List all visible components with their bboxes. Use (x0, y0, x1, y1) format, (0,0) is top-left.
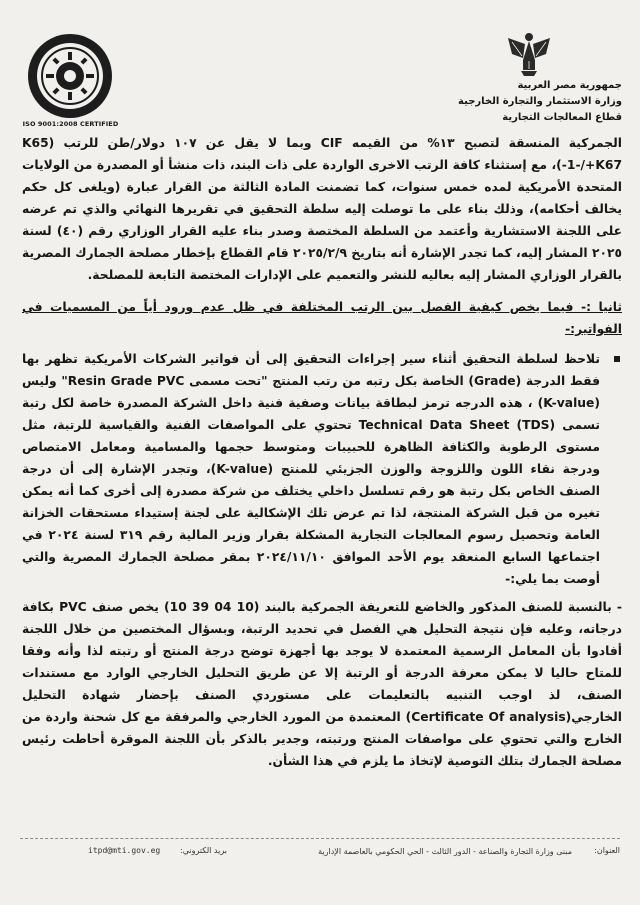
footer-divider (20, 838, 620, 839)
sector-name: قطاع المعالجات التجارية (502, 112, 622, 123)
bullet-text: تلاحظ لسلطة التحقيق أثناء سير إجراءات التحقيق إلى أن فواتير الشركات الأمريكية تظهر بها فقط الدرجة (Grade) الخاصة بكل رتبه من رتب المنتج "تحت مسمى Resin Grade PVC" وليس (K-value) ، هذه الدرجه ترمز لبطاقة بيانات وصفية فنية داخل الشركة المصدرة خاصة لكل رتبة تسمى Technical Data Sheet (TDS) تحتوي على المواصفات الفنية والقياسية للرتبة، مثل مستوى الرطوبة والكثافة الظاهرة للحبيبات ومتوسط حجمها والمسامية ومعامل الامتصاص ودرجة نقاء اللون واللزوجة والوزن الجزيئي للمنتج (K-value)، وتجدر الإشارة إلى أن درجة الصنف الخاص بكل رتبة هو رقم تسلسل داخلي يختلف من شركة مصدرة إلى أخرى كما أنه يمكن تغيره من قبل الشركة المنتجة، لذا تم عرض تلك الإشكالية على لجنة إستيداء مستحقات الخزانة العامة وتحصيل رسوم المعالجات التجارية المشكلة بقرار وزير المالية رقم ٣١٩ لسنة ٢٠٢٤ في اجتماعها السابع المنعقد يوم الأحد الموافق ٢٠٢٤/١١/١٠ بمقر مصلحة الجمارك المصرية والتي أوصت بما يلي:- (22, 352, 601, 586)
iso-seal-logo (26, 32, 114, 120)
bullet-marker (614, 356, 620, 362)
document-body (22, 132, 622, 772)
address-text: مبنى وزارة التجارة والصناعة - الدور الثالث - الحي الحكومي بالعاصمة الإدارية (318, 847, 572, 856)
ministry-name: وزارة الاستثمار والتجارة الخارجية (458, 96, 622, 107)
email-label: بريد الكتروني: (180, 846, 227, 855)
address-label: العنوان: (594, 846, 620, 855)
footer (20, 846, 620, 866)
country-name: جمهورية مصر العربية (517, 80, 622, 91)
paragraph-recommendation: - بالنسبة للصنف المذكور والخاضع للتعريفة الجمركية بالبند (10 04 39 10) يخص صنف PVC بكافة درجاته، وعليه فإن نتيجة التحليل هي الفصل في تحديد الرتبة، وبسؤال المختصين من خلال اللجنة أفادوا بأن المعامل الرسمية المعتمدة لا يوجد بها أجهزة توضح درجة المنتج أو رتبته لذا وأنه وفقا للمتاح حاليا لا يمكن معرفة الدرجة أو الرتبة إلا عن طريق التحليل الخارجي الوارد مع مستندات الصنف، لذ اوجب التنبيه بالتعليمات على مستوردي الصنف بإحضار شهادة التحليل الخارجي(Certificate Of analysis) المعتمدة من المورد الخارجي والمرفقة مع كل شحنة واردة من الخارج والتي تحتوي على مواصفات المنتج ورتبته، وجدير بالذكر بأن اللجنة الموقرة أحاطت رئيس مصلحة الجمارك بتلك التوصية لإتخاذ ما يلزم في هذا الشأن. (22, 600, 623, 768)
paragraph-decision: الجمركية المنسقة لتصبح ١٣% من القيمه CIF وبما لا يقل عن ١٠٧ دولار/طن للرتب (K65 -1-/+K67)، مع إستثناء كافة الرتب الاخرى الواردة على ذات البند، ذات منشأ أو المصدرة من الولايات المتحدة الأمريكية لمده خمس سنوات، كما تضمنت المادة الثالثة من القرار عبارة (ويلغى كل حكم يخالف أحكامه)، وذلك بناء على ما توصلت إليه سلطة التحقيق في تقريرها النهائي والذي تم عرضه على اللجنة الاستشارية وأعتمد من السلطة المختصة وصدر بناء عليه القرار الوزاري رقم (٤٠) لسنة ٢٠٢٥ المشار إليه، كما تجدر الإشارة أنه بتاريخ ٢٠٢٥/٢/٩ قام القطاع بإخطار مصلحة الجمارك المصرية بالقرار الوزاري المشار إليه بعاليه للنشر والتعميم على الإدارات المختصة التابعة للمصلحة. (22, 136, 622, 282)
eagle-emblem-icon (506, 30, 552, 78)
email-link[interactable]: itpd@mti.gov.eg (88, 846, 161, 855)
bullet-paragraph-findings (22, 348, 622, 590)
section-heading-second: ثانيا :- فيما يخص كيفية الفصل بين الرتب المختلفة في ظل عدم ورود أياً من المسميات في الفواتير:- (22, 300, 622, 336)
ministry-header (412, 78, 622, 126)
iso-certification-text: ISO 9001:2008 CERTIFIED (22, 120, 119, 128)
